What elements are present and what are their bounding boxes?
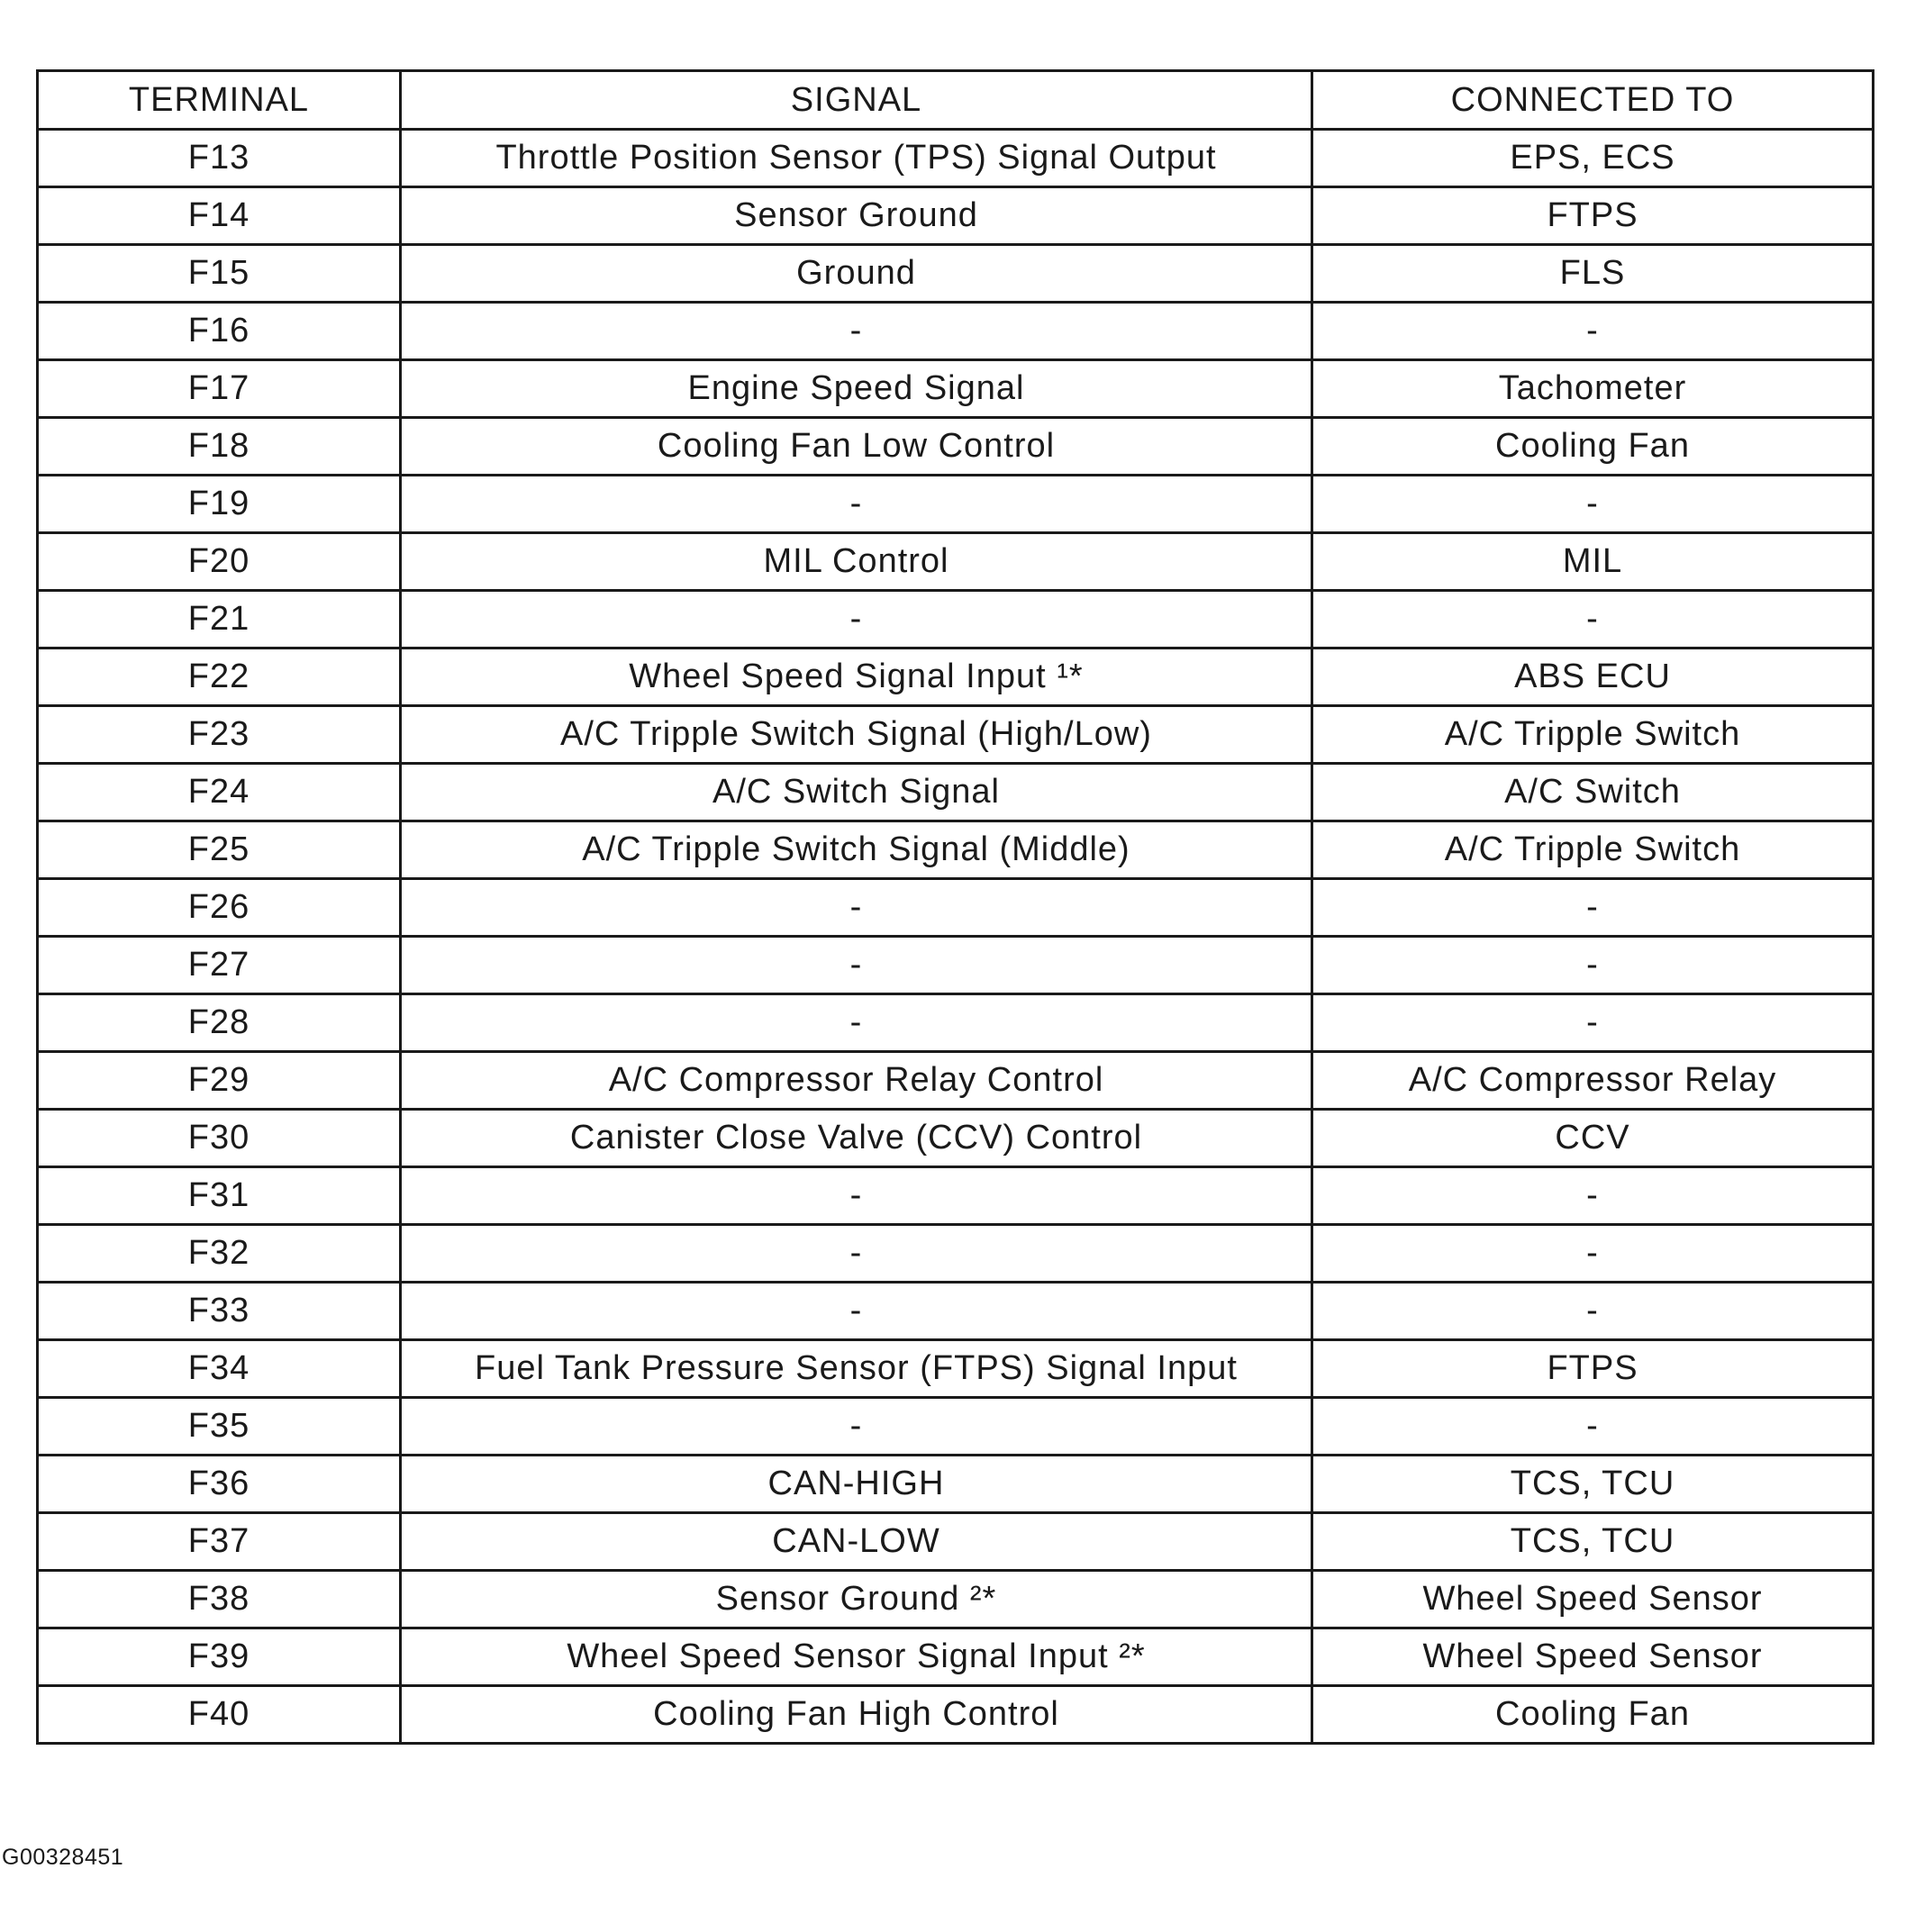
terminal-cell: F30 <box>38 1110 401 1167</box>
table-row <box>38 1167 1874 1225</box>
table-row <box>38 1398 1874 1456</box>
table-row <box>38 821 1874 879</box>
signal-cell: Cooling Fan High Control <box>401 1686 1312 1744</box>
table-row <box>38 418 1874 476</box>
terminal-cell: F21 <box>38 591 401 649</box>
signal-cell: - <box>401 1225 1312 1283</box>
signal-cell: CAN-HIGH <box>401 1456 1312 1513</box>
table-row <box>38 649 1874 706</box>
table-row <box>38 187 1874 245</box>
table-row <box>38 245 1874 303</box>
connected-to-cell: A/C Compressor Relay <box>1312 1052 1874 1110</box>
signal-cell: - <box>401 994 1312 1052</box>
terminal-cell: F17 <box>38 360 401 418</box>
table-row <box>38 591 1874 649</box>
terminal-cell: F31 <box>38 1167 401 1225</box>
terminal-cell: F35 <box>38 1398 401 1456</box>
signal-cell: A/C Switch Signal <box>401 764 1312 821</box>
connected-to-cell: - <box>1312 879 1874 937</box>
table-row <box>38 360 1874 418</box>
table-row <box>38 1225 1874 1283</box>
terminal-cell: F18 <box>38 418 401 476</box>
signal-cell: Wheel Speed Sensor Signal Input ²* <box>401 1628 1312 1686</box>
connected-to-cell: Wheel Speed Sensor <box>1312 1628 1874 1686</box>
table-row <box>38 1340 1874 1398</box>
signal-cell: Fuel Tank Pressure Sensor (FTPS) Signal Input <box>401 1340 1312 1398</box>
connected-to-cell: - <box>1312 1283 1874 1340</box>
signal-cell: - <box>401 937 1312 994</box>
signal-cell: - <box>401 591 1312 649</box>
terminal-cell: F27 <box>38 937 401 994</box>
table-row <box>38 1628 1874 1686</box>
table-row <box>38 1686 1874 1744</box>
table-row <box>38 533 1874 591</box>
signal-cell: - <box>401 476 1312 533</box>
connected-to-cell: - <box>1312 994 1874 1052</box>
table-row <box>38 879 1874 937</box>
header-signal: SIGNAL <box>401 71 1312 130</box>
connected-to-cell: TCS, TCU <box>1312 1513 1874 1571</box>
signal-cell: - <box>401 879 1312 937</box>
terminal-cell: F26 <box>38 879 401 937</box>
terminal-cell: F22 <box>38 649 401 706</box>
terminal-cell: F32 <box>38 1225 401 1283</box>
connected-to-cell: TCS, TCU <box>1312 1456 1874 1513</box>
signal-cell: Sensor Ground ²* <box>401 1571 1312 1628</box>
terminal-cell: F29 <box>38 1052 401 1110</box>
terminal-cell: F37 <box>38 1513 401 1571</box>
connected-to-cell: CCV <box>1312 1110 1874 1167</box>
header-terminal: TERMINAL <box>38 71 401 130</box>
terminal-cell: F20 <box>38 533 401 591</box>
terminal-cell: F24 <box>38 764 401 821</box>
table-row <box>38 476 1874 533</box>
connected-to-cell: A/C Tripple Switch <box>1312 706 1874 764</box>
table-row <box>38 130 1874 187</box>
table-body <box>38 130 1874 1744</box>
connected-to-cell: Wheel Speed Sensor <box>1312 1571 1874 1628</box>
table-row <box>38 1456 1874 1513</box>
connected-to-cell: FLS <box>1312 245 1874 303</box>
signal-cell: Sensor Ground <box>401 187 1312 245</box>
connected-to-cell: A/C Tripple Switch <box>1312 821 1874 879</box>
terminal-cell: F39 <box>38 1628 401 1686</box>
table-row <box>38 764 1874 821</box>
signal-cell: - <box>401 1167 1312 1225</box>
terminal-cell: F19 <box>38 476 401 533</box>
connected-to-cell: - <box>1312 591 1874 649</box>
connected-to-cell: FTPS <box>1312 187 1874 245</box>
header-connected-to: CONNECTED TO <box>1312 71 1874 130</box>
signal-cell: MIL Control <box>401 533 1312 591</box>
signal-cell: A/C Tripple Switch Signal (High/Low) <box>401 706 1312 764</box>
connected-to-cell: Cooling Fan <box>1312 418 1874 476</box>
connected-to-cell: - <box>1312 1398 1874 1456</box>
signal-cell: Engine Speed Signal <box>401 360 1312 418</box>
figure-id: G00328451 <box>2 1845 124 1870</box>
terminal-cell: F38 <box>38 1571 401 1628</box>
signal-cell: Wheel Speed Signal Input ¹* <box>401 649 1312 706</box>
terminal-cell: F15 <box>38 245 401 303</box>
table-row <box>38 994 1874 1052</box>
signal-cell: Ground <box>401 245 1312 303</box>
terminal-cell: F33 <box>38 1283 401 1340</box>
connected-to-cell: EPS, ECS <box>1312 130 1874 187</box>
signal-cell: - <box>401 303 1312 360</box>
signal-cell: CAN-LOW <box>401 1513 1312 1571</box>
terminal-table <box>36 69 1874 1745</box>
terminal-cell: F40 <box>38 1686 401 1744</box>
connected-to-cell: - <box>1312 476 1874 533</box>
signal-cell: Throttle Position Sensor (TPS) Signal Output <box>401 130 1312 187</box>
table-row <box>38 1571 1874 1628</box>
table-header-row <box>38 71 1874 130</box>
connected-to-cell: Cooling Fan <box>1312 1686 1874 1744</box>
connected-to-cell: A/C Switch <box>1312 764 1874 821</box>
connected-to-cell: Tachometer <box>1312 360 1874 418</box>
connected-to-cell: ABS ECU <box>1312 649 1874 706</box>
terminal-cell: F36 <box>38 1456 401 1513</box>
terminal-cell: F13 <box>38 130 401 187</box>
table-row <box>38 1110 1874 1167</box>
connected-to-cell: - <box>1312 1225 1874 1283</box>
signal-cell: A/C Compressor Relay Control <box>401 1052 1312 1110</box>
terminal-cell: F28 <box>38 994 401 1052</box>
table-row <box>38 706 1874 764</box>
connected-to-cell: FTPS <box>1312 1340 1874 1398</box>
table-row <box>38 937 1874 994</box>
signal-cell: A/C Tripple Switch Signal (Middle) <box>401 821 1312 879</box>
signal-cell: - <box>401 1283 1312 1340</box>
connected-to-cell: - <box>1312 1167 1874 1225</box>
terminal-cell: F16 <box>38 303 401 360</box>
connected-to-cell: MIL <box>1312 533 1874 591</box>
connected-to-cell: - <box>1312 937 1874 994</box>
connected-to-cell: - <box>1312 303 1874 360</box>
signal-cell: - <box>401 1398 1312 1456</box>
table-row <box>38 1513 1874 1571</box>
table-row <box>38 303 1874 360</box>
signal-cell: Cooling Fan Low Control <box>401 418 1312 476</box>
terminal-cell: F14 <box>38 187 401 245</box>
signal-cell: Canister Close Valve (CCV) Control <box>401 1110 1312 1167</box>
table-row <box>38 1052 1874 1110</box>
terminal-cell: F25 <box>38 821 401 879</box>
terminal-cell: F34 <box>38 1340 401 1398</box>
table-row <box>38 1283 1874 1340</box>
terminal-cell: F23 <box>38 706 401 764</box>
